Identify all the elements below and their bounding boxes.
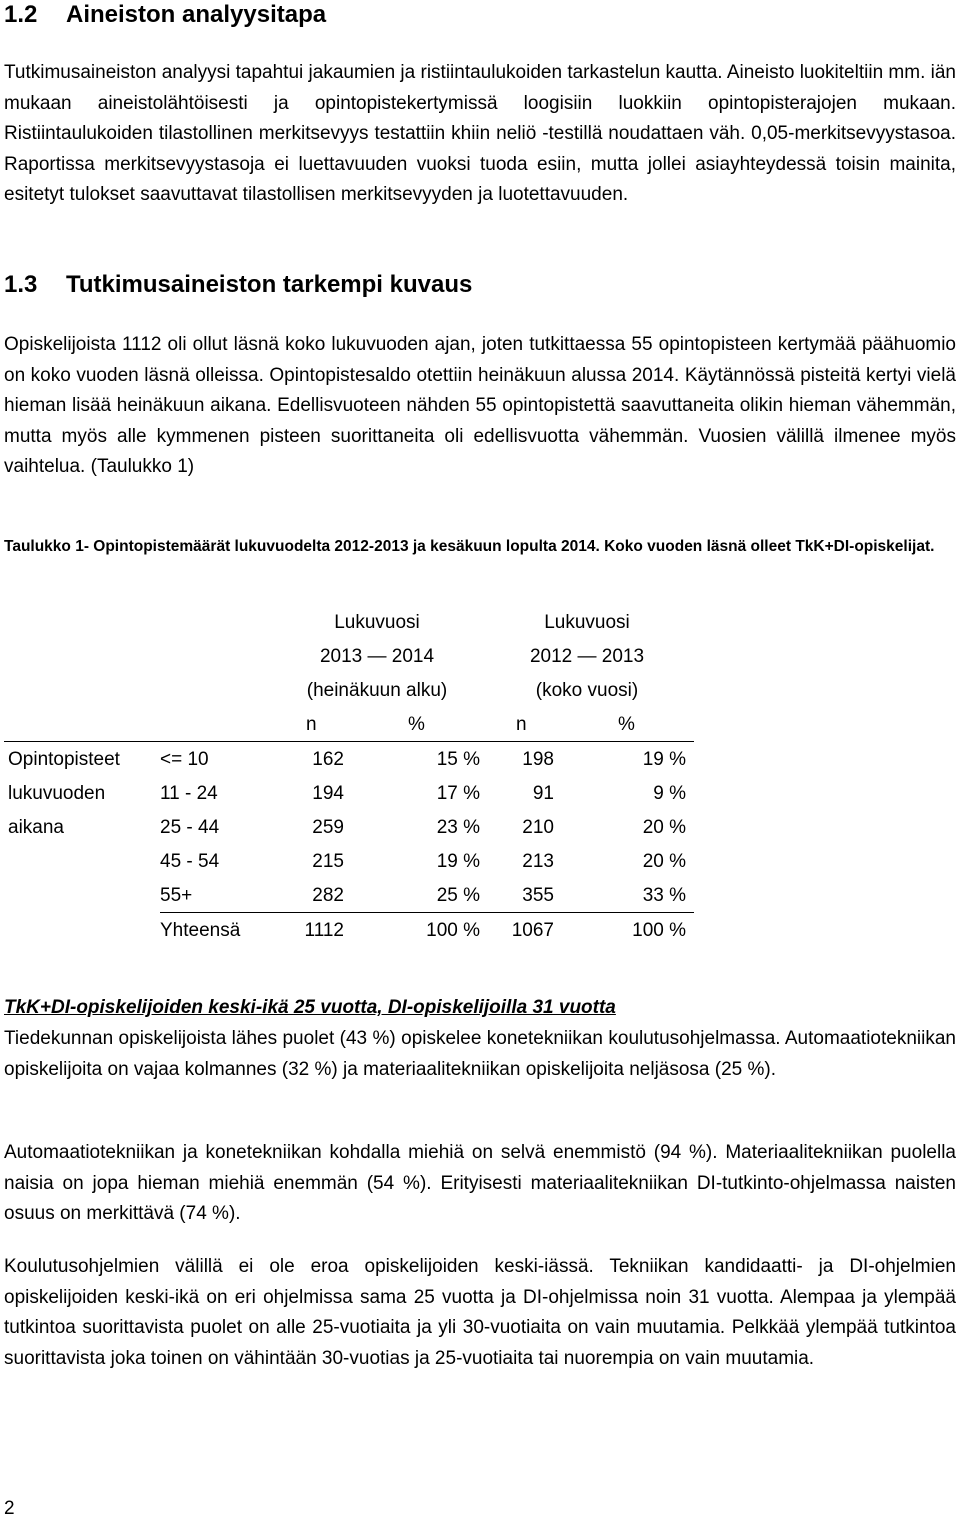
section-title: Tutkimusaineiston tarkempi kuvaus [66, 271, 473, 298]
col-group-2-line-3: (koko vuosi) [535, 680, 639, 701]
n2-cell: 1067 [511, 920, 554, 941]
section-heading-1-2 [4, 0, 326, 30]
p1-cell: 100 % [426, 920, 480, 941]
p1-cell: 25 % [436, 885, 480, 906]
table-row [4, 743, 704, 777]
p1-cell: 19 % [436, 851, 480, 872]
range-cell: 55+ [160, 885, 193, 906]
description-paragraph: Opiskelijoista 1112 oli ollut läsnä koko lukuvuoden ajan, joten tutkittaessa 55 opintopisteen kertymää päähuomio on koko vuoden läsnä olleissa. Opintopistesaldo otettiin heinäkuun alussa 2014. Käytännössä pisteitä kertyi vielä hieman lisää heinäkuun aikana. Edellisvuoteen nähden 55 opintopistettä saavuttaneita olikin hieman vähemmän, mutta myös alle kymmenen pisteen suorittaneita oli edellisvuotta vähemmän. Vuosien välillä ilmenee myös vaihtelua. (Taulukko 1) [4, 334, 956, 477]
col-group-1-line-2: 2013 — 2014 [319, 646, 435, 667]
row-group-label-line: Opintopisteet [8, 749, 120, 770]
subheader-n: n [516, 714, 527, 735]
table-row [4, 845, 704, 879]
header-row [4, 640, 704, 674]
n1-cell: 282 [312, 885, 344, 906]
p2-cell: 33 % [642, 885, 686, 906]
n2-cell: 210 [522, 817, 554, 838]
table-row [4, 811, 704, 845]
col-group-1-line-1: Lukuvuosi [334, 612, 420, 633]
age-paragraph: Koulutusohjelmien välillä ei ole eroa opiskelijoiden keski-iässä. Tekniikan kandidaatti- ja DI-ohjelmien opiskelijoiden keski-ikä on eri ohjelmissa sama 25 vuotta ja DI-ohjelmissa noin 31 vuotta. Alempaa ja ylempää tutkintoa suorittavista puolet on alle 25-vuotiaita ja yli 30-vuotiaita on vain muutamia. Pelkkää ylempää tutkintoa suorittavista joka toinen on vähintään 30-vuotias ja 25-vuotiaita tai nuorempia on vain muutamia. [4, 1256, 956, 1369]
range-cell: Yhteensä [160, 920, 241, 941]
table-row [4, 879, 704, 913]
analysis-paragraph: Tutkimusaineiston analyysi tapahtui jakaumien ja ristiintaulukoiden tarkastelun kautta. Aineisto luokiteltiin mm. iän mukaan aineistolähtöisesti ja opintopistekertymissä loogisiin luokkiin opintopisterajojen mukaan. Ristiintaulukoiden tilastollinen merkitsevyys testattiin khiin neliö -testillä noudattaen väh. 0,05-merkitsevyystasoa. Raportissa merkitsevyystasoja ei luettavuuden vuoksi tuoda esiin, mutta jollei asiayhteydessä toisin mainita, esitetyt tulokset saavuttavat tilastollisen merkitsevyyden ja luotettavuuden. [4, 62, 956, 205]
subheader-n: n [306, 714, 317, 735]
range-cell: 25 - 44 [160, 817, 220, 838]
subheader-row [4, 708, 704, 742]
n1-cell: 194 [312, 783, 344, 804]
range-cell: 45 - 54 [160, 851, 220, 872]
table-rule-total [160, 912, 694, 913]
section-number: 1.2 [4, 1, 38, 28]
header-row [4, 606, 704, 640]
row-group-label-line: lukuvuoden [8, 783, 106, 804]
table-rule-header [4, 741, 694, 742]
p2-cell: 19 % [642, 749, 686, 770]
row-group-label-line: aikana [8, 817, 64, 838]
col-group-2-line-2: 2012 — 2013 [529, 646, 645, 667]
p1-cell: 17 % [436, 783, 480, 804]
subheader-percent: % [618, 714, 635, 735]
table-row [4, 777, 704, 811]
p1-cell: 15 % [436, 749, 480, 770]
table-caption: Taulukko 1- Opintopistemäärät lukuvuodelta 2012-2013 ja kesäkuun lopulta 2014. Koko vuoden läsnä olleet TkK+DI-opiskelijat. [4, 538, 935, 555]
subsection-heading: TkK+DI-opiskelijoiden keski-ikä 25 vuotta, DI-opiskelijoilla 31 vuotta [4, 997, 616, 1018]
p1-cell: 23 % [436, 817, 480, 838]
p2-cell: 20 % [642, 851, 686, 872]
n2-cell: 213 [522, 851, 554, 872]
n2-cell: 198 [522, 749, 554, 770]
col-group-1-line-3: (heinäkuun alku) [306, 680, 448, 701]
section-title: Aineiston analyysitapa [66, 1, 327, 28]
p2-cell: 20 % [642, 817, 686, 838]
p2-cell: 100 % [632, 920, 686, 941]
n2-cell: 355 [522, 885, 554, 906]
range-cell: <= 10 [160, 749, 209, 770]
n1-cell: 162 [312, 749, 344, 770]
section-heading-1-3 [4, 270, 472, 300]
gender-paragraph: Automaatiotekniikan ja konetekniikan kohdalla miehiä on selvä enemmistö (94 %). Materiaalitekniikan puolella naisia on jopa hieman miehiä enemmän (54 %). Erityisesti materiaalitekniikan DI-tutkinto-ohjelmassa naisten osuus on merkittävä (74 %). [4, 1142, 956, 1224]
subheader-percent: % [408, 714, 425, 735]
section-number: 1.3 [4, 271, 38, 298]
header-row [4, 674, 704, 708]
programs-paragraph: Tiedekunnan opiskelijoista lähes puolet (43 %) opiskelee konetekniikan koulutusohjelmassa. Automaatiotekniikan opiskelijoita on vajaa kolmannes (32 %) ja materiaalitekniikan opiskelijoita neljäsosa (25 %). [4, 1028, 956, 1080]
n2-cell: 91 [532, 783, 554, 804]
range-cell: 11 - 24 [160, 783, 218, 804]
col-group-2-line-1: Lukuvuosi [544, 612, 630, 633]
n1-cell: 259 [312, 817, 344, 838]
page-number: 2 [4, 1498, 15, 1519]
n1-cell: 1112 [304, 920, 344, 941]
table-row-total [4, 914, 704, 948]
n1-cell: 215 [312, 851, 344, 872]
p2-cell: 9 % [653, 783, 686, 804]
